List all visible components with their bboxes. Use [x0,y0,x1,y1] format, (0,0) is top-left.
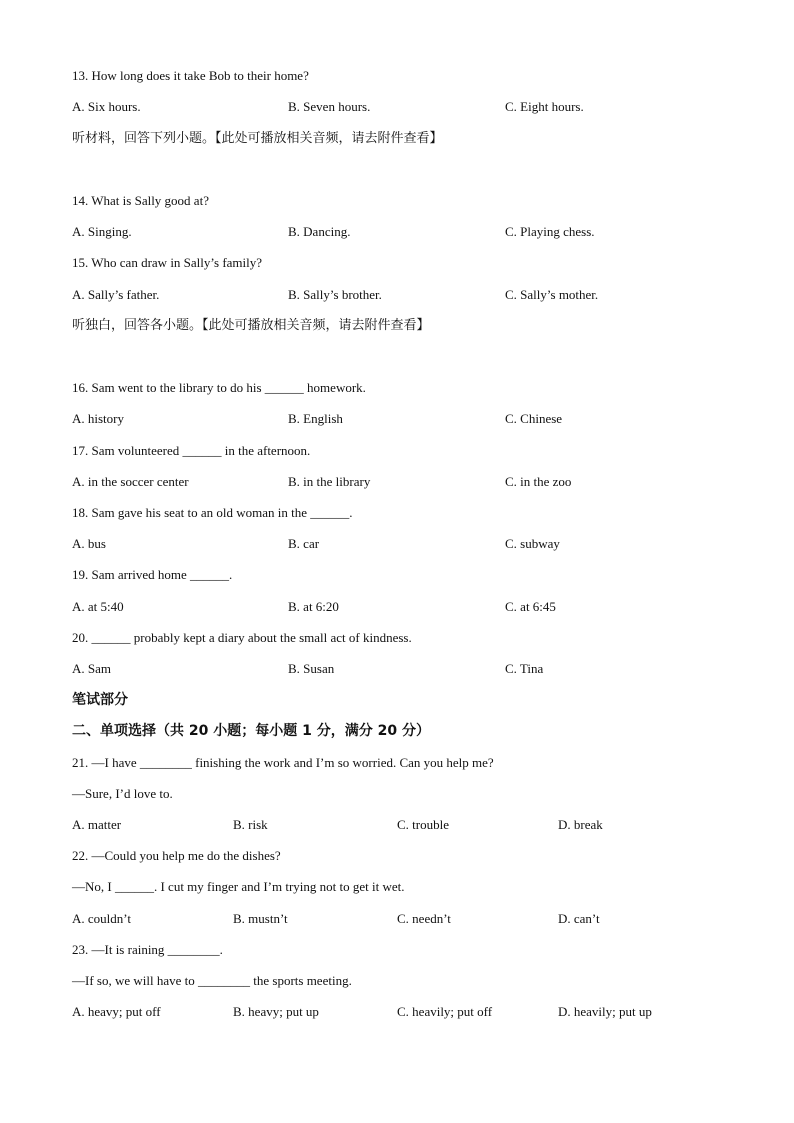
question-20-option-b: B. Susan [288,661,335,676]
question-19-stem: 19. Sam arrived home ______. [72,567,233,582]
question-21-stem: 21. —I have ________ finishing the work and I’m so worried. Can you help me? [72,755,494,770]
question-20-option-a: A. Sam [72,661,111,676]
question-22-option-c: C. needn’t [397,911,451,926]
question-18-option-c: C. subway [505,536,560,551]
question-23-option-c: C. heavily; put off [397,1004,493,1019]
question-16-stem: 16. Sam went to the library to do his ______ homework. [72,380,366,395]
question-19-option-b: B. at 6:20 [288,599,339,614]
question-18-option-a: A. bus [72,536,106,551]
question-14-stem: 14. What is Sally good at? [72,193,209,208]
question-23-option-b: B. heavy; put up [233,1004,319,1019]
question-21-option-b: B. risk [233,817,268,832]
section-two-heading: 二、单项选择（共 20 小题；每小题 1 分，满分 20 分） [72,723,430,739]
question-17-option-c: C. in the zoo [505,474,572,489]
question-15-option-b: B. Sally’s brother. [288,287,382,302]
question-13-option-c: C. Eight hours. [505,99,584,114]
question-23-option-d: D. heavily; put up [558,1004,652,1019]
question-21-option-a: A. matter [72,817,122,832]
question-16-option-a: A. history [72,411,124,426]
question-15-stem: 15. Who can draw in Sally’s family? [72,255,263,270]
question-17-option-b: B. in the library [288,474,371,489]
listening-instruction-2: 听独白，回答各小题。【此处可播放相关音频，请去附件查看】 [72,318,430,333]
question-22-stem: 22. —Could you help me do the dishes? [72,848,281,863]
question-13-stem: 13. How long does it take Bob to their home? [72,68,309,83]
question-14-option-b: B. Dancing. [288,224,351,239]
question-23-option-a: A. heavy; put off [72,1004,161,1019]
question-15-option-c: C. Sally’s mother. [505,287,599,302]
question-22-option-d: D. can’t [558,911,600,926]
question-22-reply: —No, I ______. I cut my finger and I’m trying not to get it wet. [72,879,405,894]
question-20-stem: 20. ______ probably kept a diary about the small act of kindness. [72,630,412,645]
question-22-option-a: A. couldn’t [72,911,131,926]
question-13-option-b: B. Seven hours. [288,99,371,114]
question-15-option-a: A. Sally’s father. [72,287,160,302]
question-19-option-a: A. at 5:40 [72,599,124,614]
question-16-option-b: B. English [288,411,343,426]
question-16-option-c: C. Chinese [505,411,563,426]
question-14-option-c: C. Playing chess. [505,224,595,239]
question-18-stem: 18. Sam gave his seat to an old woman in the ______. [72,505,353,520]
question-18-option-b: B. car [288,536,320,551]
question-23-stem: 23. —It is raining ________. [72,942,223,957]
section-written-heading: 笔试部分 [72,692,128,708]
question-19-option-c: C. at 6:45 [505,599,556,614]
question-22-option-b: B. mustn’t [233,911,288,926]
listening-instruction-1: 听材料，回答下列小题。【此处可播放相关音频，请去附件查看】 [72,131,443,146]
question-17-option-a: A. in the soccer center [72,474,189,489]
question-21-option-d: D. break [558,817,603,832]
question-17-stem: 17. Sam volunteered ______ in the afternoon. [72,443,311,458]
question-21-reply: —Sure, I’d love to. [72,786,173,801]
question-20-option-c: C. Tina [505,661,544,676]
question-23-reply: —If so, we will have to ________ the sports meeting. [72,973,352,988]
question-21-option-c: C. trouble [397,817,449,832]
question-14-option-a: A. Singing. [72,224,132,239]
question-13-option-a: A. Six hours. [72,99,141,114]
